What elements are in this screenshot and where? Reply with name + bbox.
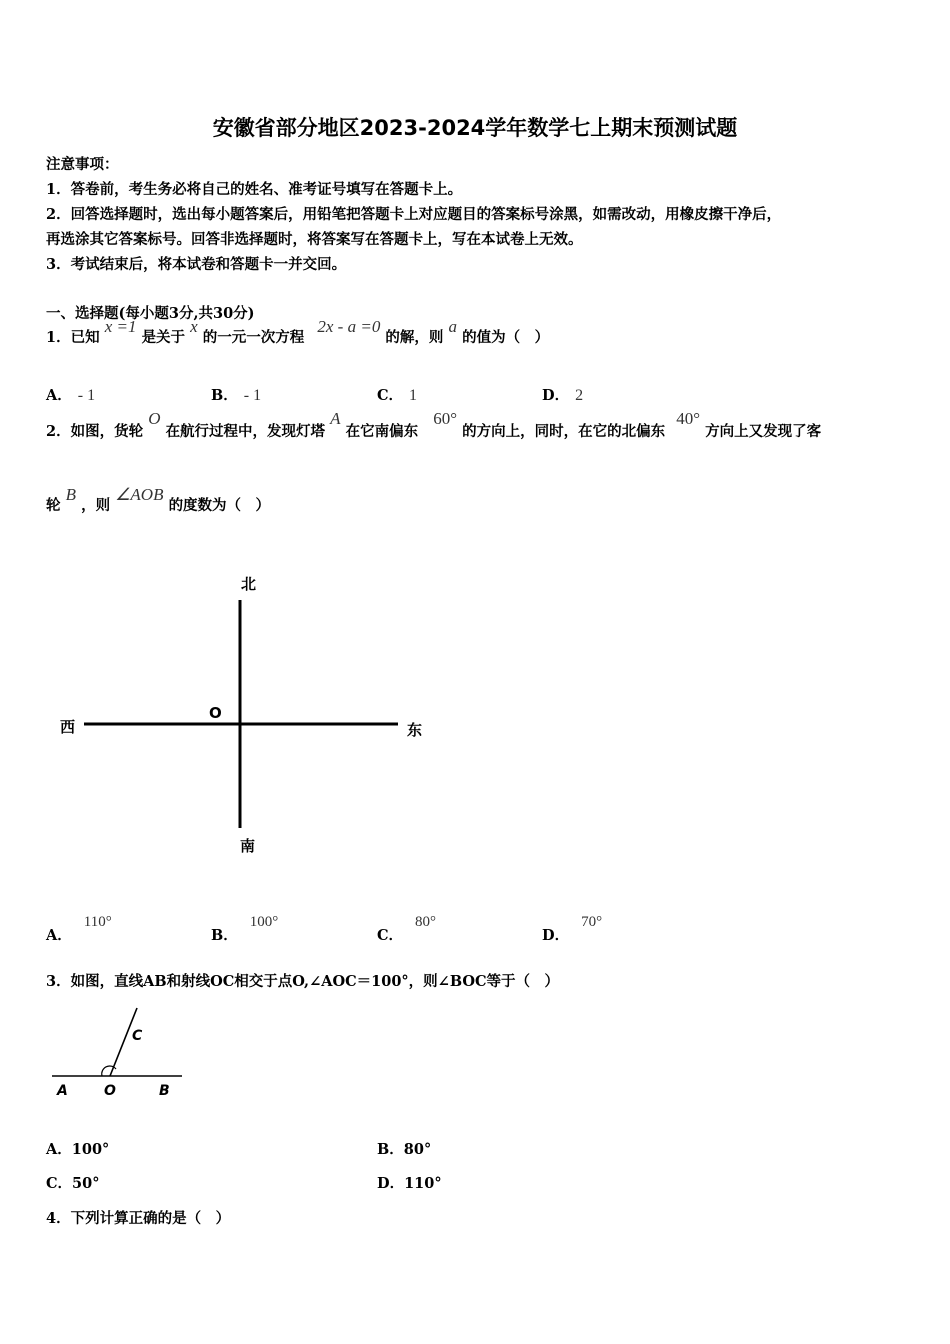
- q2-text-7: ，则: [81, 497, 111, 514]
- label-south: 南: [240, 837, 256, 855]
- q2-option-b: B．100°: [211, 914, 279, 944]
- notice-heading: 注意事项：: [46, 156, 119, 173]
- q1-text-5: 的值为（ ）: [462, 329, 550, 346]
- q1-math-1: x =1: [104, 317, 137, 336]
- q1-option-d: D． 2: [542, 387, 584, 404]
- compass-figure: [0, 560, 460, 860]
- notice-line-2a: 2．回答选择题时，选出每小题答案后，用铅笔把答题卡上对应题目的答案标号涂黑，如需改动，用橡皮擦干净后，: [46, 206, 782, 223]
- q1-text-2: 是关于: [141, 329, 186, 346]
- q2-option-a: A．110°: [46, 914, 112, 944]
- q2-option-d: D．70°: [542, 914, 603, 944]
- q3-option-b: B．80°: [377, 1141, 432, 1158]
- page-title: 安徽省部分地区2023-2024学年数学七上期末预测试题: [212, 116, 738, 140]
- q1-text-3: 的一元一次方程: [202, 329, 305, 346]
- label-origin: O: [209, 704, 222, 722]
- q2-text-6: 轮: [46, 497, 61, 514]
- question-2-line-1: [46, 409, 822, 441]
- question-1: [46, 317, 550, 347]
- section-heading: 一、选择题(每小题3分,共30分): [46, 305, 255, 322]
- label-west: 西: [60, 718, 76, 736]
- q2-text-5: 方向上又发现了客: [705, 423, 822, 440]
- label-east: 东: [407, 721, 423, 739]
- q1-text-4: 的解，则: [385, 329, 444, 346]
- q2-text-8: 的度数为（ ）: [168, 497, 271, 514]
- q1-option-b: B． - 1: [211, 387, 262, 404]
- q2-text-2: 在航行过程中，发现灯塔: [165, 423, 326, 440]
- notice-line-2b: 再选涂其它答案标号。回答非选择题时，将答案写在答题卡上，写在本试卷上无效。: [46, 231, 583, 248]
- q3-option-d: D．110°: [377, 1175, 442, 1192]
- label-north: 北: [241, 575, 257, 593]
- notice-line-3: 3．考试结束后，将本试卷和答题卡一并交回。: [46, 256, 347, 273]
- label-b: B: [159, 1083, 170, 1099]
- label-c: C: [132, 1028, 143, 1044]
- q1-math-4: a: [448, 317, 458, 336]
- q2-text-3: 在它南偏东: [345, 423, 419, 440]
- q1-math-3: 2x - a =0: [317, 317, 381, 336]
- question-2-line-2: [46, 485, 271, 515]
- q3-option-c: C．50°: [46, 1175, 100, 1192]
- q2-math-4: 40°: [676, 409, 701, 428]
- q2-math-2: A: [330, 409, 341, 428]
- q2-math-3: 60°: [433, 409, 458, 428]
- q2-math-5: B: [65, 485, 76, 504]
- angle-figure: [40, 1000, 200, 1104]
- q1-math-2: x: [190, 317, 198, 336]
- q2-text-4: 的方向上，同时，在它的北偏东: [462, 423, 666, 440]
- q1-text-1: 1．已知: [46, 329, 100, 346]
- q2-math-1: O: [148, 409, 161, 428]
- q2-text-1: 2．如图，货轮: [46, 423, 144, 440]
- q1-option-a: A． - 1: [46, 387, 96, 404]
- q1-option-c: C． 1: [377, 387, 418, 404]
- notice-line-1: 1．答卷前，考生务必将自己的姓名、准考证号填写在答题卡上。: [46, 181, 463, 198]
- angle-arc: [102, 1066, 116, 1076]
- label-o: O: [104, 1083, 116, 1099]
- q2-option-c: C．80°: [377, 914, 437, 944]
- question-4: 4．下列计算正确的是（ ）: [46, 1210, 231, 1227]
- question-3: 3．如图，直线AB和射线OC相交于点O,∠AOC＝100°，则∠BOC等于（ ）: [46, 973, 560, 990]
- q2-math-6: ∠AOB: [115, 485, 164, 504]
- q3-option-a: A．100°: [46, 1141, 110, 1158]
- label-a: A: [57, 1083, 68, 1099]
